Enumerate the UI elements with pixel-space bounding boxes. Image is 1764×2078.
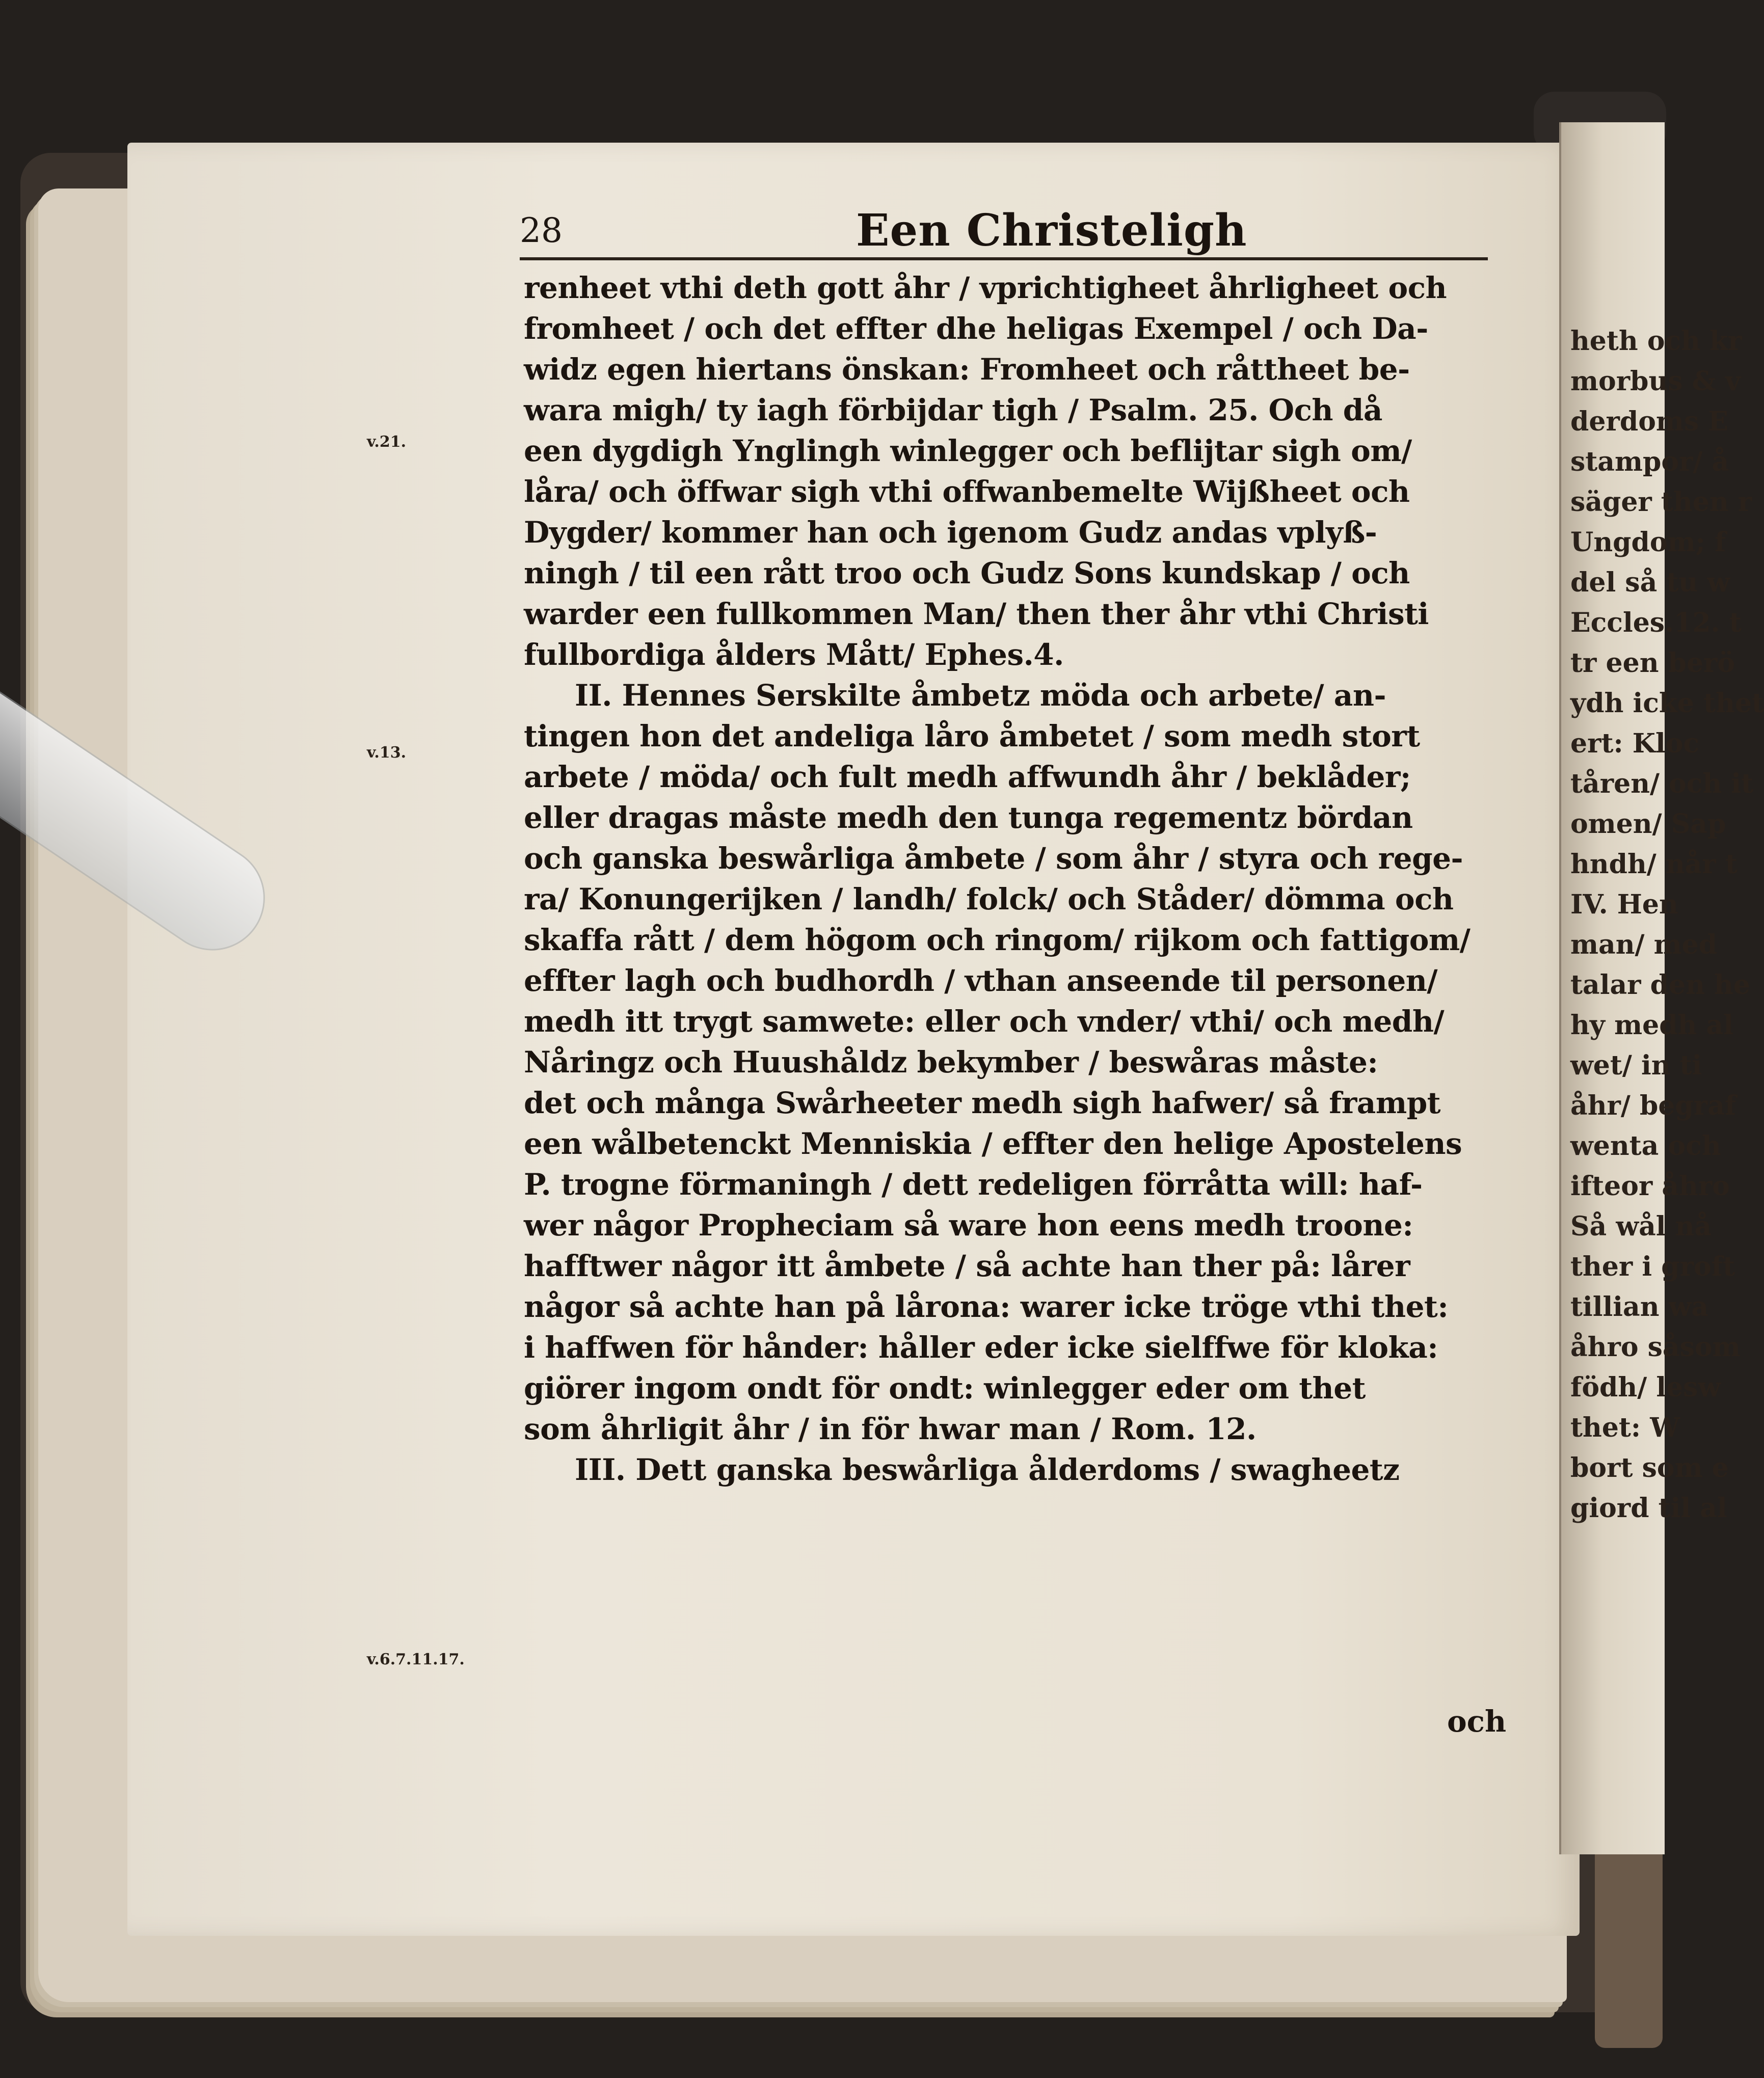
text-line: medh itt trygt samwete: eller och vnder/ vthi/ och medh/ xyxy=(524,1004,1445,1039)
text-line: ra/ Konungerijken / landh/ folck/ och Ståder/ dömma och xyxy=(524,882,1454,916)
facing-page-line: ifteor åhro xyxy=(1570,1171,1730,1202)
text-line: giörer ingom ondt för ondt: winlegger eder om thet xyxy=(524,1371,1366,1406)
facing-page-line: IV. Hen xyxy=(1570,889,1678,920)
facing-page-line: ther i groft xyxy=(1570,1251,1735,1282)
facing-page-line: wet/ in ti xyxy=(1570,1050,1702,1081)
facing-page-line: ert: Kloc xyxy=(1570,728,1700,759)
facing-page-line: bort som e xyxy=(1570,1452,1729,1483)
margin-note-v21: v.21. xyxy=(367,433,407,451)
page-number: 28 xyxy=(520,211,563,250)
text-line: effter lagh och budhordh / vthan anseende til personen/ xyxy=(524,963,1438,998)
text-line: III. Dett ganska beswårliga ålderdoms / swagheetz xyxy=(575,1452,1400,1487)
body-text xyxy=(524,267,1507,1490)
header-rule xyxy=(520,257,1488,260)
text-line: renheet vthi deth gott åhr / vprichtigheet åhrligheet och xyxy=(524,271,1447,305)
text-line: een dygdigh Ynglingh winlegger och beflijtar sigh om/ xyxy=(524,434,1412,468)
text-line: skaffa rått / dem högom och ringom/ rijkom och fattigom/ xyxy=(524,923,1471,957)
facing-page-line: tåren/ och it xyxy=(1570,768,1754,799)
facing-page-line: talar den he xyxy=(1570,969,1750,1001)
text-line: P. trogne förmaningh / dett redeligen förråtta will: haf- xyxy=(524,1167,1423,1202)
margin-note-v6-7-11-17: v.6.7.11.17. xyxy=(367,1651,465,1668)
facing-page-line: giord til al xyxy=(1570,1493,1727,1524)
running-title: Een Christeligh xyxy=(856,205,1247,256)
facing-page-line: heth och kr xyxy=(1570,326,1742,357)
facing-page-line: del så tu w xyxy=(1570,567,1730,598)
catchword: och xyxy=(1447,1704,1507,1739)
facing-page-line: wenta och xyxy=(1570,1130,1721,1162)
facing-page-line: thet: W xyxy=(1570,1412,1680,1443)
facing-page-line: säger then r xyxy=(1570,487,1752,518)
text-line: hafftwer någor itt åmbete / så achte han ther på: lårer xyxy=(524,1249,1410,1283)
facing-page-line: omen/ Sap xyxy=(1570,808,1726,840)
facing-page-line: födh/ lesw xyxy=(1570,1372,1721,1403)
text-line: Nåringz och Huushåldz bekymber / beswåras måste: xyxy=(524,1045,1378,1080)
text-line: wer någor Propheciam så ware hon eens medh troone: xyxy=(524,1208,1413,1243)
page-header xyxy=(520,205,1493,266)
facing-page-line: Så wål nå xyxy=(1570,1211,1712,1242)
facing-page-line: ydh icke thet xyxy=(1570,688,1764,719)
text-line: warder een fullkommen Man/ then ther åhr vthi Christi xyxy=(524,597,1429,631)
facing-page-line: stampor/ å xyxy=(1570,446,1729,477)
facing-page-line: Eccles.12. t xyxy=(1570,607,1742,638)
text-line: widz egen hiertans önskan: Fromheet och råttheet be- xyxy=(524,352,1410,387)
facing-page-line: hy medh al xyxy=(1570,1010,1733,1041)
margin-note-v13: v.13. xyxy=(367,744,407,762)
text-line: det och många Swårheeter medh sigh hafwer/ så frampt xyxy=(524,1086,1441,1120)
facing-page-line: tillian wa xyxy=(1570,1291,1709,1323)
facing-page-line: åhr/ begraf xyxy=(1570,1090,1736,1121)
facing-page-line: man/ med xyxy=(1570,929,1718,960)
text-line: eller dragas måste medh den tunga regementz bördan xyxy=(524,800,1413,835)
facing-page-line: Ungdom; f xyxy=(1570,527,1726,558)
text-line: låra/ och öffwar sigh vthi offwanbemelte Wijßheet och xyxy=(524,474,1410,509)
text-line: någor så achte han på lårona: warer icke tröge vthi thet: xyxy=(524,1289,1449,1324)
facing-page-line: åhro såsom xyxy=(1570,1332,1741,1363)
text-line: fromheet / och det effter dhe heligas Exempel / och Da- xyxy=(524,311,1428,346)
text-line: arbete / möda/ och fult medh affwundh åhr / beklåder; xyxy=(524,760,1411,794)
facing-page-line: derdoms E xyxy=(1570,406,1728,437)
facing-page-line: tr een berö xyxy=(1570,647,1735,679)
text-line: tingen hon det andeliga låro åmbetet / som medh stort xyxy=(524,719,1420,753)
text-line: II. Hennes Serskilte åmbetz möda och arbete/ an- xyxy=(575,678,1386,713)
text-line: i haffwen för hånder: håller eder icke sielffwe för kloka: xyxy=(524,1330,1438,1365)
text-line: wara migh/ ty iagh förbijdar tigh / Psalm. 25. Och då xyxy=(524,393,1382,427)
text-line: fullbordiga ålders Mått/ Ephes.4. xyxy=(524,637,1064,672)
facing-page-line: hndh/ når t xyxy=(1570,849,1738,880)
facing-page-text xyxy=(1561,321,1764,1528)
text-line: och ganska beswårliga åmbete / som åhr / styra och rege- xyxy=(524,841,1463,876)
book-cover-edge xyxy=(1595,1844,1663,2048)
text-line: Dygder/ kommer han och igenom Gudz andas vplyß- xyxy=(524,515,1377,550)
facing-page-line: morbus & v xyxy=(1570,366,1741,397)
text-line: ningh / til een rått troo och Gudz Sons kundskap / och xyxy=(524,556,1410,590)
text-line: een wålbetenckt Menniskia / effter den helige Apostelens xyxy=(524,1126,1462,1161)
text-line: som åhrligit åhr / in för hwar man / Rom. 12. xyxy=(524,1412,1257,1446)
facing-page xyxy=(1559,122,1764,1854)
